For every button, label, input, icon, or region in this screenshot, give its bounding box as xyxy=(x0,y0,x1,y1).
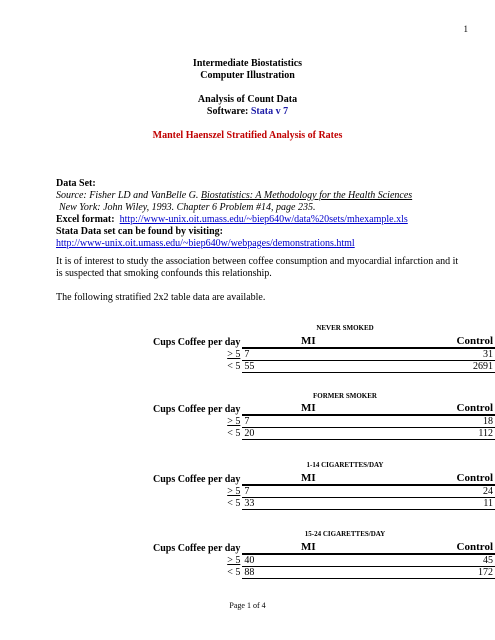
row-header: Cups Coffee per day xyxy=(153,336,241,348)
dataset-heading: Data Set: xyxy=(56,178,96,189)
illustration-title: Computer Illustration xyxy=(200,70,295,81)
cell-mi: 7 xyxy=(242,485,374,498)
document-subtitle: Mantel Haenszel Stratified Analysis of Rates xyxy=(152,130,343,141)
software-line xyxy=(0,106,495,117)
cell-control: 18 xyxy=(374,415,495,428)
source-authors: Fisher LD and VanBelle G. xyxy=(89,190,199,201)
stratum-table xyxy=(56,336,495,373)
stata-label: Stata Data set can be found by visiting xyxy=(56,226,220,237)
cell-control: 172 xyxy=(374,567,495,579)
cell-mi: 33 xyxy=(242,498,374,510)
col-control: Control xyxy=(374,542,495,554)
row-label-high: > 5 xyxy=(227,554,241,566)
table-intro: The following stratified 2x2 table data are available. xyxy=(56,292,266,303)
cell-control: 45 xyxy=(374,554,495,567)
stratum-table xyxy=(56,473,495,510)
row-header: Cups Coffee per day xyxy=(153,473,241,485)
cell-mi: 40 xyxy=(242,554,374,567)
stratum-table xyxy=(56,542,495,579)
source-book: Biostatistics: A Methodology for the Health Sciences xyxy=(200,190,413,201)
cell-control: 2691 xyxy=(374,361,495,373)
col-mi: MI xyxy=(242,336,374,348)
intro-paragraph: It is of interest to study the association between coffee consumption and myocardial infarction and it is suspected that smoking confounds this relationship. xyxy=(56,256,459,279)
page-footer: Page 1 of 4 xyxy=(229,601,266,610)
col-control: Control xyxy=(374,403,495,415)
stata-link[interactable]: http://www-unix.oit.umass.edu/~biep640w/webpages/demonstrations.html xyxy=(56,238,355,249)
software-label: Software: xyxy=(206,106,249,117)
cell-control: 31 xyxy=(374,348,495,361)
stratum-title: FORMER SMOKER xyxy=(313,392,377,400)
cell-mi: 88 xyxy=(242,567,374,579)
cell-mi: 20 xyxy=(242,428,374,440)
row-label-high: > 5 xyxy=(227,348,241,360)
excel-line: Excel format: http://www-unix.oit.umass.edu/~biep640w/data%20sets/mhexample.xls xyxy=(56,214,408,225)
row-label-low: < 5 xyxy=(227,361,241,372)
stata-line: Stata Data set can be found by visiting: xyxy=(56,226,223,237)
row-label-low: < 5 xyxy=(227,498,241,509)
col-mi: MI xyxy=(242,403,374,415)
row-label-low: < 5 xyxy=(227,428,241,439)
cell-control: 11 xyxy=(374,498,495,510)
row-header: Cups Coffee per day xyxy=(153,403,241,415)
stratum-table xyxy=(56,403,495,440)
stratum-title: 1-14 CIGARETTES/DAY xyxy=(306,461,384,469)
stratum-title: 15-24 CIGARETTES/DAY xyxy=(304,530,386,538)
cell-mi: 55 xyxy=(242,361,374,373)
analysis-title: Analysis of Count Data xyxy=(197,94,298,105)
row-label-low: < 5 xyxy=(227,567,241,578)
row-header: Cups Coffee per day xyxy=(153,542,241,554)
excel-link[interactable]: http://www-unix.oit.umass.edu/~biep640w/data%20sets/mhexample.xls xyxy=(119,214,408,225)
cell-mi: 7 xyxy=(242,415,374,428)
cell-control: 112 xyxy=(374,428,495,440)
cell-control: 24 xyxy=(374,485,495,498)
stratum-title: NEVER SMOKED xyxy=(316,324,374,332)
col-mi: MI xyxy=(242,473,374,485)
source-publisher: New York: John Wiley, 1993. Chapter 6 Problem #14, page 235. xyxy=(59,202,316,213)
source-line xyxy=(56,190,466,202)
col-control: Control xyxy=(374,473,495,485)
excel-label: Excel format xyxy=(56,214,112,225)
row-label-high: > 5 xyxy=(227,415,241,427)
course-title: Intermediate Biostatistics xyxy=(192,58,303,69)
dataset-section xyxy=(56,178,466,250)
page-number: 1 xyxy=(463,24,468,34)
software-value: Stata v 7 xyxy=(250,106,289,117)
source-prefix: Source: xyxy=(56,190,87,201)
col-control: Control xyxy=(374,336,495,348)
col-mi: MI xyxy=(242,542,374,554)
row-label-high: > 5 xyxy=(227,485,241,497)
cell-mi: 7 xyxy=(242,348,374,361)
